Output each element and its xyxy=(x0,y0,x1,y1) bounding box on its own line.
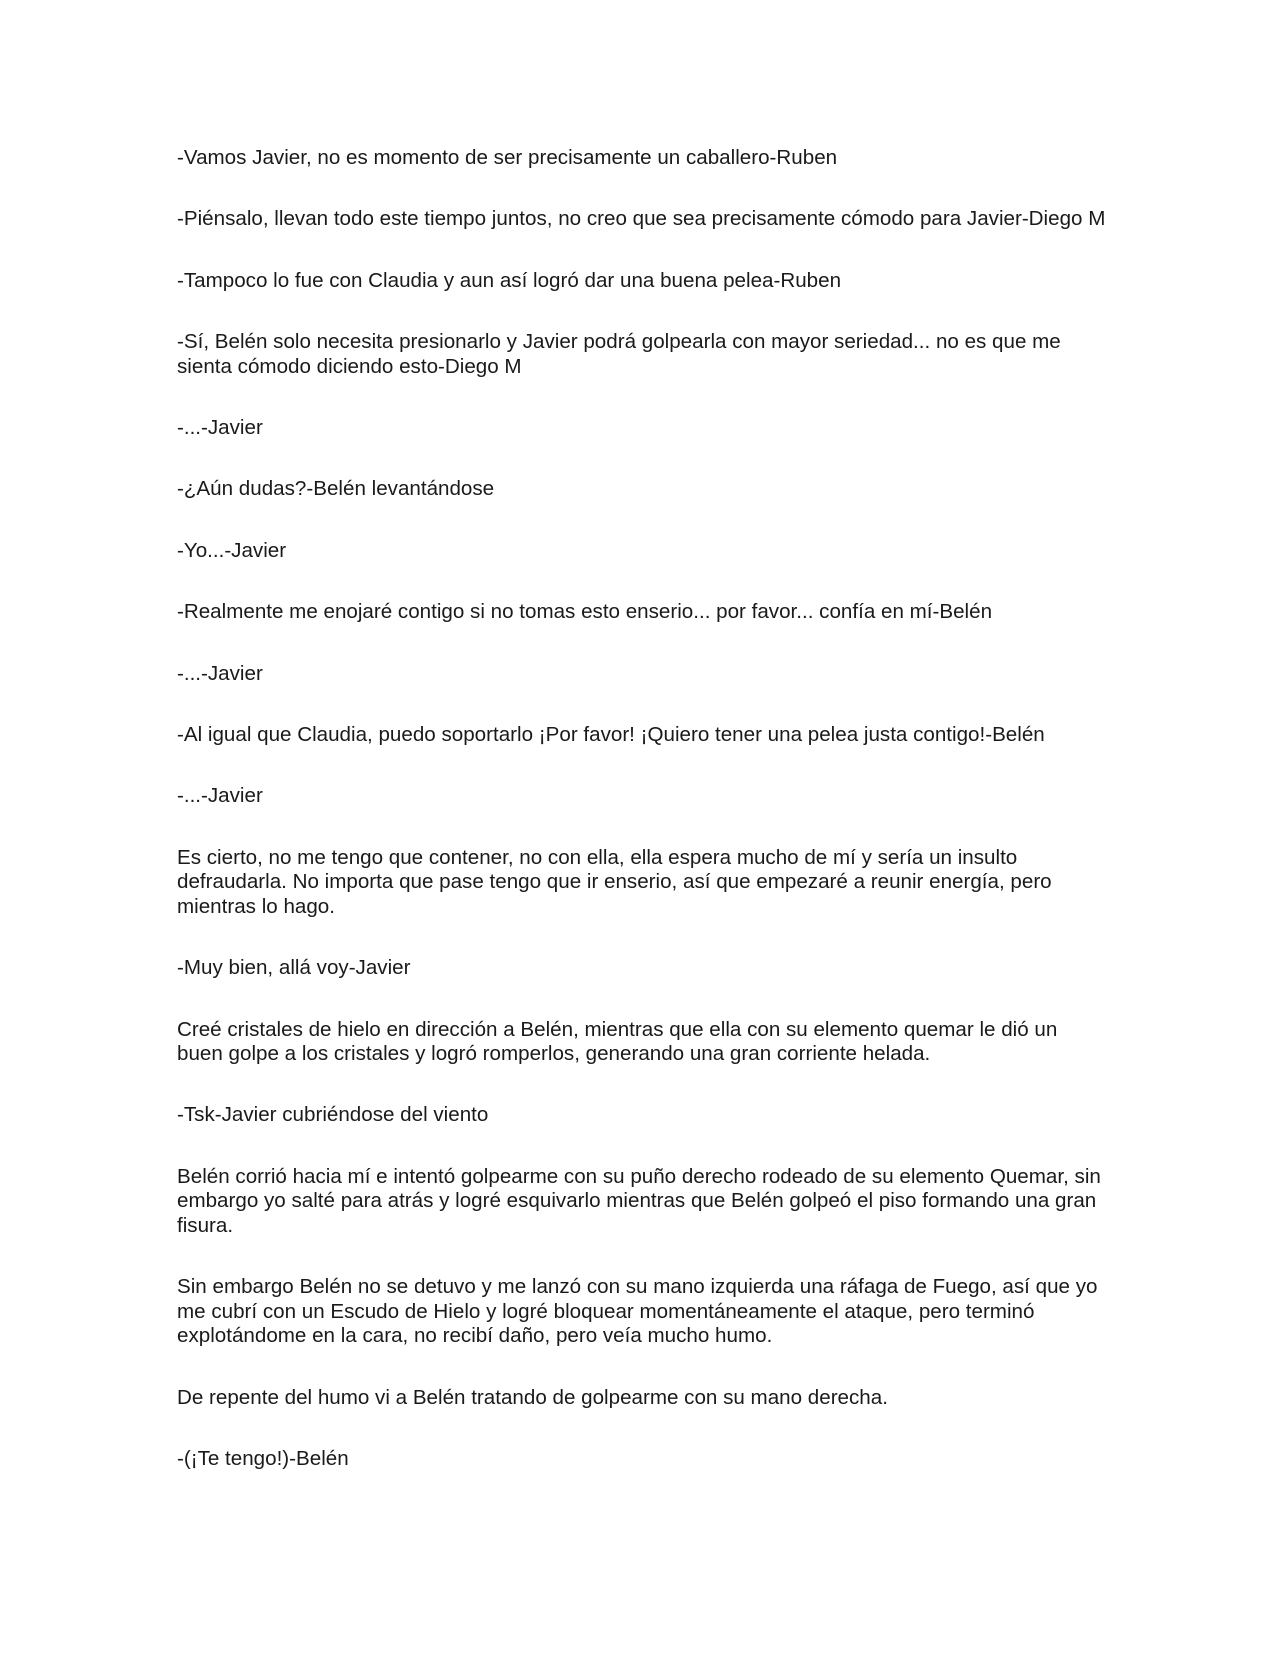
paragraph: -Muy bien, allá voy-Javier xyxy=(177,956,411,980)
paragraph: Creé cristales de hielo en dirección a Belén, mientras que ella con su elemento quemar le dió un buen golpe a los cristales y logró romperlos, generando una gran corriente helada. xyxy=(177,1017,1058,1066)
paragraph: -...-Javier xyxy=(177,416,263,440)
paragraph: -Piénsalo, llevan todo este tiempo juntos, no creo que sea precisamente cómodo para Javier-Diego M xyxy=(177,207,1106,231)
paragraph: -Tsk-Javier cubriéndose del viento xyxy=(177,1103,489,1127)
paragraph: -...-Javier xyxy=(177,661,263,685)
paragraph: Sin embargo Belén no se detuvo y me lanzó con su mano izquierda una ráfaga de Fuego, así que yo me cubrí con un Escudo de Hielo y logré bloquear momentáneamente el ataque, pero terminó explotándome en la cara, no recibí daño, pero veía mucho humo. xyxy=(177,1275,1098,1348)
paragraph: -Yo...-Javier xyxy=(177,538,287,562)
paragraph: -Sí, Belén solo necesita presionarlo y Javier podrá golpearla con mayor seriedad... no es que me sienta cómodo diciendo esto-Diego M xyxy=(177,330,1061,378)
paragraph: De repente del humo vi a Belén tratando de golpearme con su mano derecha. xyxy=(177,1385,888,1409)
paragraph: -(¡Te tengo!)-Belén xyxy=(177,1447,349,1471)
paragraph: -Vamos Javier, no es momento de ser precisamente un caballero-Ruben xyxy=(177,146,838,169)
paragraph: -¿Aún dudas?-Belén levantándose xyxy=(177,477,495,501)
paragraph: -...-Javier xyxy=(177,784,263,808)
document-body xyxy=(177,146,1107,1508)
paragraph: -Tampoco lo fue con Claudia y aun así logró dar una buena pelea-Ruben xyxy=(177,268,842,292)
paragraph: -Realmente me enojaré contigo si no tomas esto enserio... por favor... confía en mí-Belén xyxy=(177,600,993,624)
paragraph: -Al igual que Claudia, puedo soportarlo ¡Por favor! ¡Quiero tener una pelea justa contigo!-Belén xyxy=(177,723,1045,747)
paragraph: Es cierto, no me tengo que contener, no con ella, ella espera mucho de mí y sería un insulto defraudarla. No importa que pase tengo que ir enserio, así que empezaré a reunir energía, pero mientras lo hago. xyxy=(177,845,1052,918)
paragraph: Belén corrió hacia mí e intentó golpearme con su puño derecho rodeado de su elemento Quemar, sin embargo yo salté para atrás y logré esquivarlo mientras que Belén golpeó el piso formando una gran fisura. xyxy=(177,1164,1101,1237)
